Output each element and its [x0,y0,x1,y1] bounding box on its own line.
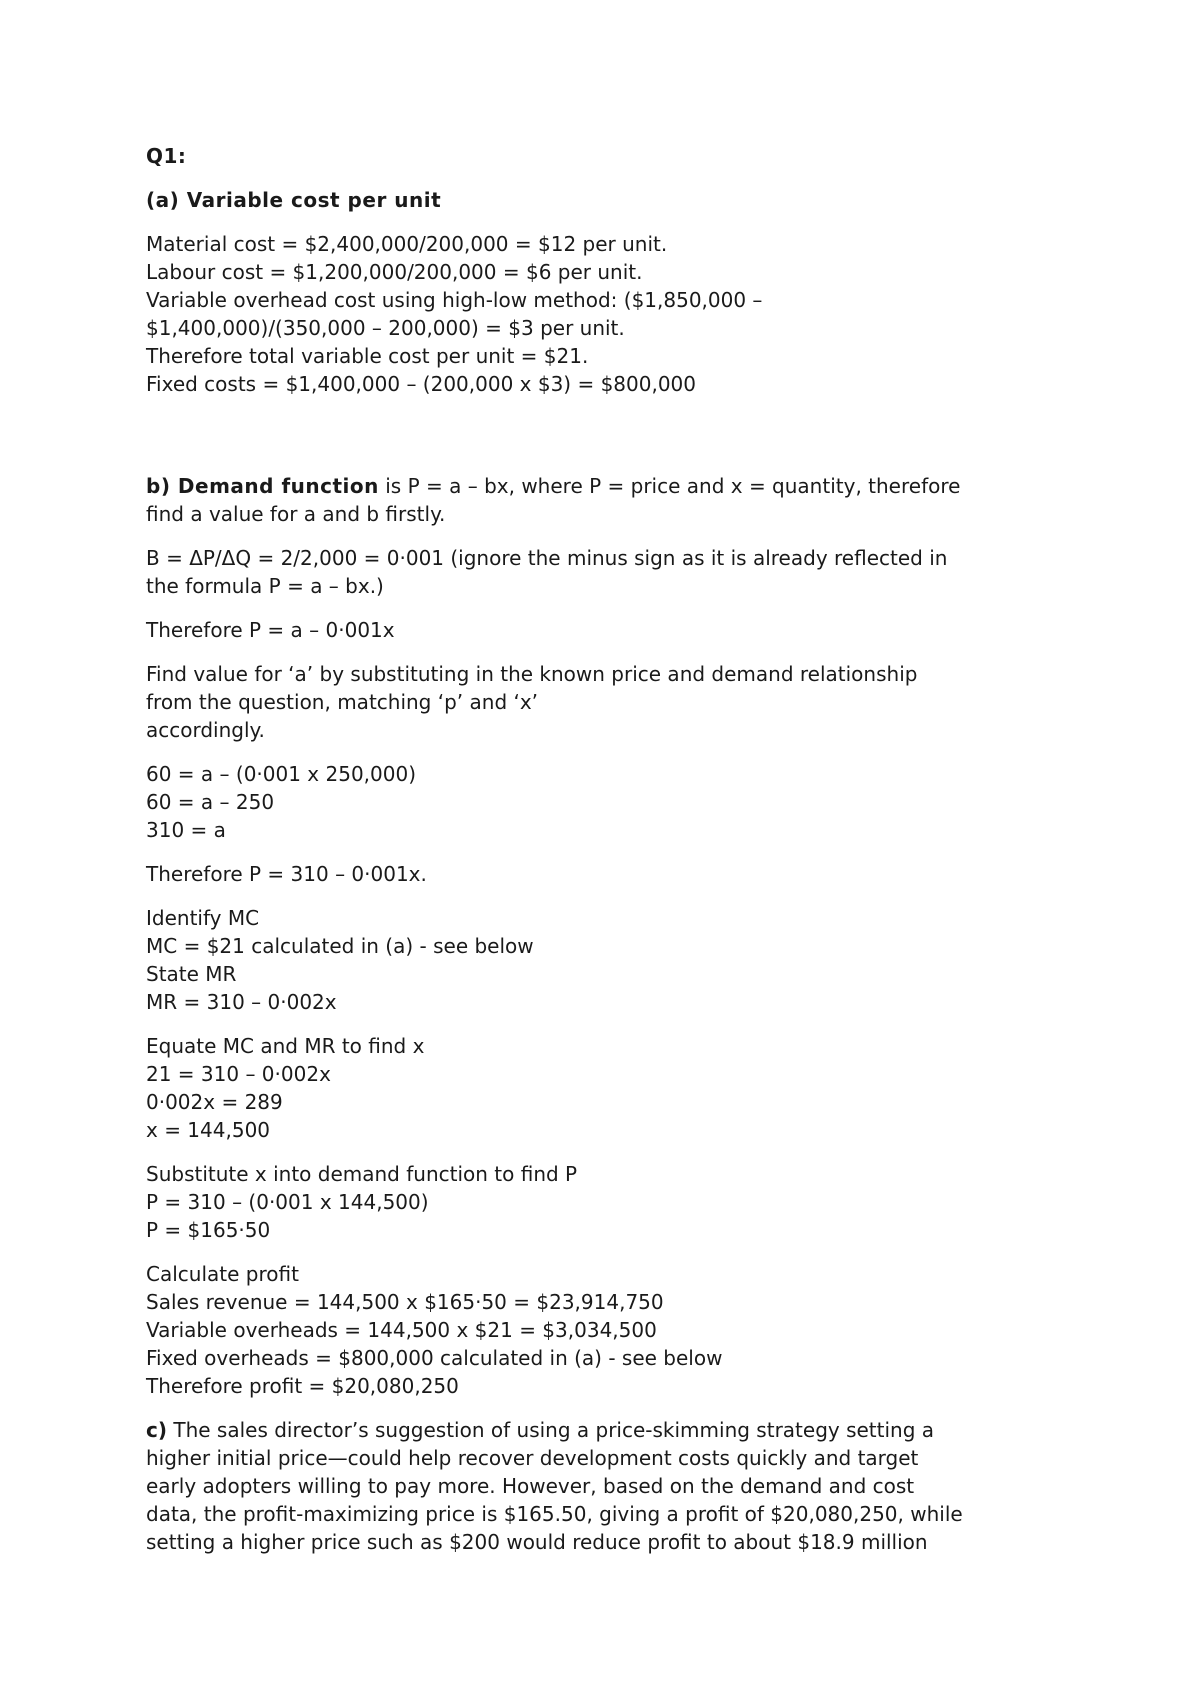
text-line: P = 310 – (0·001 x 144,500) [146,1190,429,1214]
part-b-intro [146,472,1086,528]
text-line: Therefore P = 310 – 0·001x. [146,862,427,886]
part-a-heading [146,186,1086,214]
text-line: Variable overhead cost using high-low method: ($1,850,000 – [146,288,763,312]
text-line: find a value for a and b firstly. [146,502,446,526]
text-line: State MR [146,962,237,986]
part-a-body [146,230,1086,398]
text-line: from the question, matching ‘p’ and ‘x’ [146,690,539,714]
text-line: B = ΔP/ΔQ = 2/2,000 = 0·001 (ignore the minus sign as it is already reflected in [146,546,948,570]
text-line: Therefore profit = $20,080,250 [146,1374,459,1398]
text-line: $1,400,000)/(350,000 – 200,000) = $3 per unit. [146,316,625,340]
text-line: Labour cost = $1,200,000/200,000 = $6 per unit. [146,260,643,284]
text-line: 60 = a – (0·001 x 250,000) [146,762,417,786]
part-b-slope [146,544,1086,600]
text-line: setting a higher price such as $200 would reduce profit to about $18.9 million [146,1530,928,1554]
part-b-calc-a [146,760,1086,844]
text-line: Therefore P = a – 0·001x [146,618,395,642]
text-line: Sales revenue = 144,500 x $165·50 = $23,914,750 [146,1290,664,1314]
part-c-label: c) [146,1418,167,1442]
spacer [146,414,1086,472]
text-line: Substitute x into demand function to find P [146,1162,578,1186]
text-line: the formula P = a – bx.) [146,574,384,598]
text-line: Material cost = $2,400,000/200,000 = $12 per unit. [146,232,668,256]
text-line: Therefore total variable cost per unit = $21. [146,344,589,368]
text-line [146,472,1086,500]
text-line: MC = $21 calculated in (a) - see below [146,934,534,958]
question-title [146,142,1086,170]
text-line: P = $165·50 [146,1218,271,1242]
text-line: Identify MC [146,906,260,930]
text-line: accordingly. [146,718,265,742]
text-line: Variable overheads = 144,500 x $21 = $3,034,500 [146,1318,657,1342]
part-c-first-line: The sales director’s suggestion of using a price-skimming strategy setting a [167,1418,935,1442]
part-b-find-a [146,660,1086,744]
part-b-label: b) Demand function [146,474,379,498]
text-line: Find value for ‘a’ by substituting in the known price and demand relationship [146,662,918,686]
text-line: Fixed costs = $1,400,000 – (200,000 x $3) = $800,000 [146,372,697,396]
part-b-mc-mr [146,904,1086,1016]
text-line: 0·002x = 289 [146,1090,283,1114]
text-line: MR = 310 – 0·002x [146,990,337,1014]
part-c-body [146,1416,1086,1556]
part-b-profit [146,1260,1086,1400]
part-b-therefore-1 [146,616,1086,644]
text-line: 310 = a [146,818,226,842]
text-line: data, the profit-maximizing price is $165.50, giving a profit of $20,080,250, while [146,1502,963,1526]
text-line: early adopters willing to pay more. However, based on the demand and cost [146,1474,915,1498]
question-title-text: Q1: [146,144,187,168]
part-b-therefore-2 [146,860,1086,888]
part-b-equate [146,1032,1086,1144]
text-line: 21 = 310 – 0·002x [146,1062,331,1086]
document-page [146,142,1086,1572]
text-line: 60 = a – 250 [146,790,275,814]
text-line: Calculate profit [146,1262,299,1286]
part-b-substitute [146,1160,1086,1244]
text-line [146,1416,1086,1444]
text-line: higher initial price—could help recover development costs quickly and target [146,1446,919,1470]
part-a-heading-text: (a) Variable cost per unit [146,188,442,212]
part-b-intro-text: is P = a – bx, where P = price and x = quantity, therefore [378,474,961,498]
text-line: Equate MC and MR to find x [146,1034,425,1058]
text-line: x = 144,500 [146,1118,271,1142]
text-line: Fixed overheads = $800,000 calculated in (a) - see below [146,1346,723,1370]
